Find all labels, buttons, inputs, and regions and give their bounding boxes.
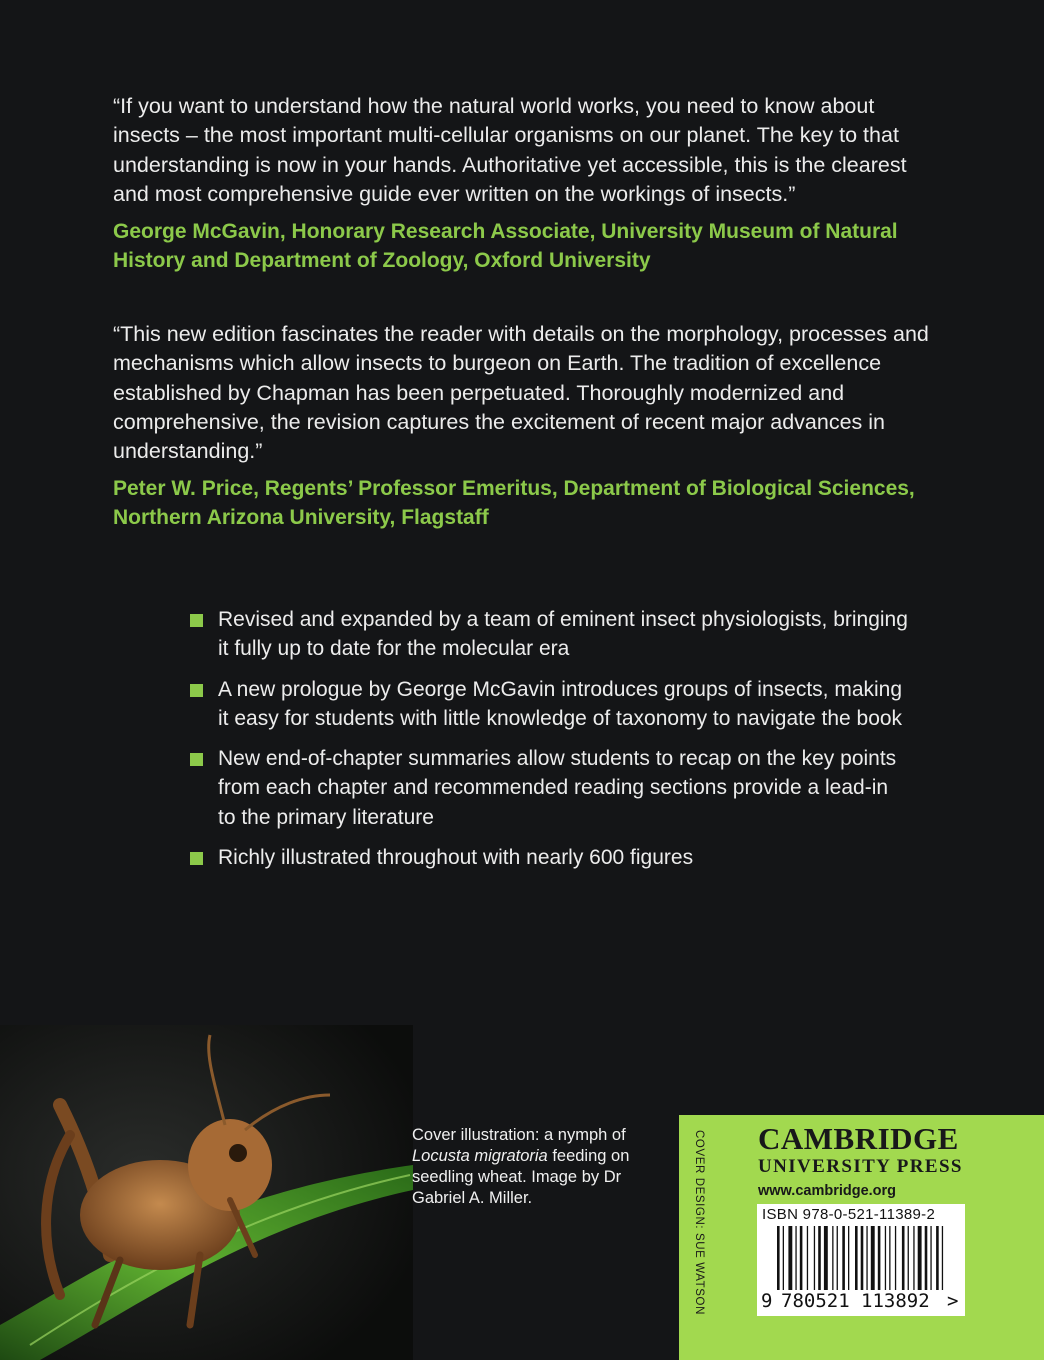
list-item <box>190 675 910 734</box>
publisher-subname: UNIVERSITY PRESS <box>758 1156 963 1177</box>
list-item <box>190 843 910 872</box>
list-item <box>190 605 910 664</box>
quote-2-attribution: Peter W. Price, Regents’ Professor Emeritus, Department of Biological Sciences, Northern Arizona University, Flagstaff <box>113 477 915 530</box>
bullet-text: Revised and expanded by a team of eminent insect physiologists, bringing it fully up to date for the molecular era <box>218 608 908 661</box>
cover-caption <box>412 1125 662 1209</box>
isbn-label: ISBN 978-0-521-11389-2 <box>762 1206 936 1223</box>
isbn-arrow: > <box>947 1290 959 1312</box>
quote-1-text: “If you want to understand how the natural world works, you need to know about insects – the most important multi-cellular organisms on our planet. The key to that understanding is now in your hands. Authoritative yet accessible, this is the clearest and most comprehensive guide ever written on the workings of insects.” <box>113 94 907 206</box>
quote-2-text: “This new edition fascinates the reader with details on the morphology, processes and mechanisms which allow insects to burgeon on Earth. The tradition of excellence established by Chapman has been perpetuated. Thoroughly modernized and comprehensive, the revision captures the excitement of recent major advances in understanding.” <box>113 322 929 464</box>
publisher-name: CAMBRIDGE <box>758 1121 959 1156</box>
bullet-square-icon <box>190 614 203 627</box>
isbn-barcode <box>757 1204 965 1316</box>
isbn-lead-digit: 9 <box>761 1290 773 1312</box>
caption-prefix: Cover illustration: a nymph of <box>412 1126 626 1144</box>
grasshopper-photo <box>0 1025 413 1360</box>
design-credit: COVER DESIGN: SUE WATSON <box>693 1130 705 1316</box>
bullet-text: A new prologue by George McGavin introduces groups of insects, making it easy for students with little knowledge of taxonomy to navigate the book <box>218 677 903 730</box>
caption-suffix: feeding on seedling wheat. Image by Dr Gabriel A. Miller. <box>412 1147 630 1207</box>
bullet-text: Richly illustrated throughout with nearly 600 figures <box>218 846 694 870</box>
isbn-digit-group-1: 780521 <box>781 1290 850 1312</box>
quote-1-attribution: George McGavin, Honorary Research Associate, University Museum of Natural History and Department of Zoology, Oxford University <box>113 220 898 273</box>
bullet-text: New end-of-chapter summaries allow students to recap on the key points from each chapter and recommended reading sections provide a lead-in to the primary literature <box>218 747 897 829</box>
publisher-block <box>758 1122 963 1204</box>
isbn-digit-group-2: 113892 <box>861 1290 930 1312</box>
caption-species: Locusta migratoria <box>412 1147 548 1165</box>
bullet-square-icon <box>190 684 203 697</box>
bullet-square-icon <box>190 852 203 865</box>
feature-list <box>190 605 910 883</box>
publisher-website: www.cambridge.org <box>758 1183 897 1199</box>
bullet-square-icon <box>190 753 203 766</box>
list-item <box>190 744 910 832</box>
